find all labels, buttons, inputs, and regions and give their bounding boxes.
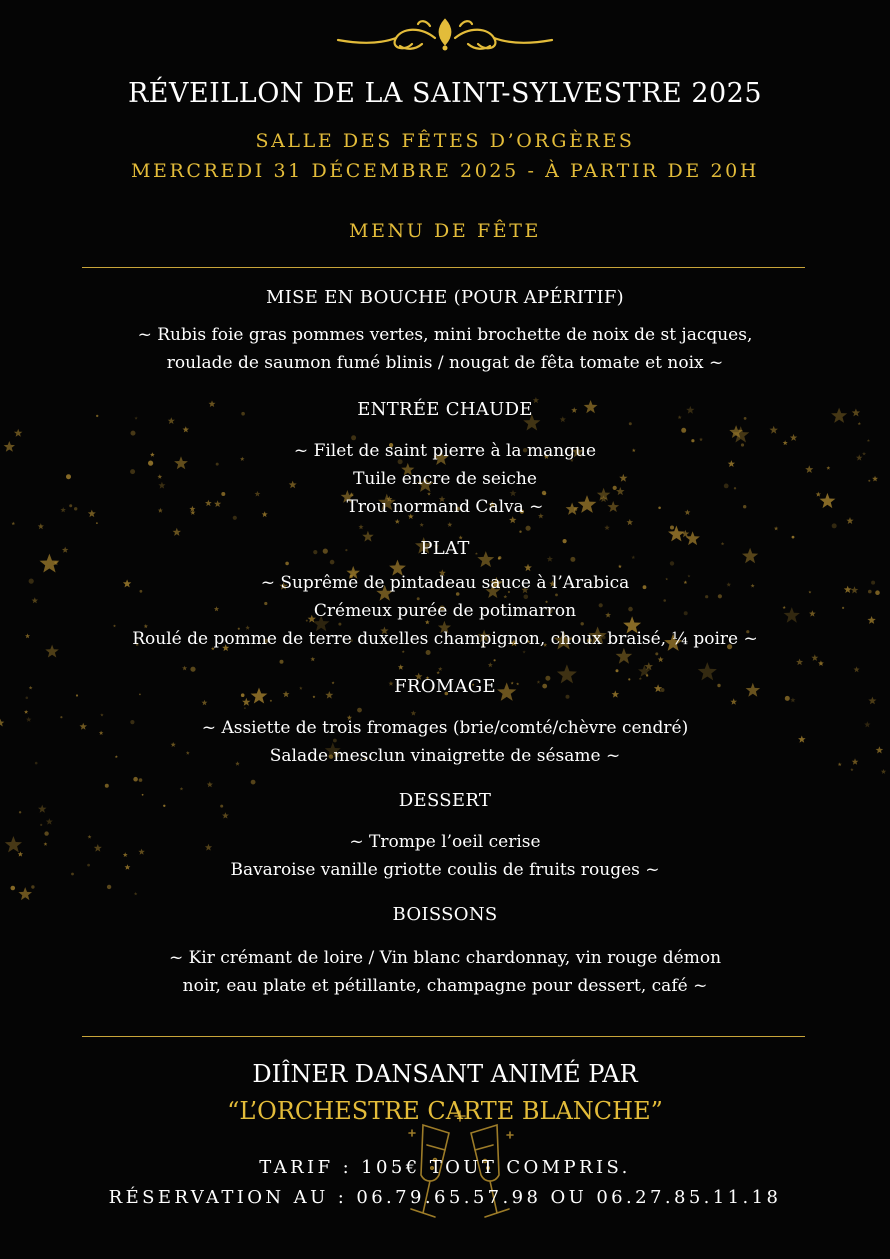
star-icon: [18, 887, 32, 900]
star-icon: [242, 698, 250, 706]
section-text-entree: [0, 437, 890, 521]
star-dot: [139, 778, 143, 782]
star-icon: [868, 697, 876, 705]
star-icon: [420, 523, 424, 527]
star-dot: [40, 824, 42, 826]
section-text-mise-en-bouche: [0, 321, 890, 377]
star-icon: [173, 528, 182, 536]
menu-line: Crémeux purée de potimarron: [313, 601, 577, 621]
star-dot: [285, 562, 289, 566]
menu-line: ~ Suprême de pintadeau sauce à l’Arabica: [260, 573, 630, 593]
section-title-dessert: DESSERT: [398, 790, 492, 811]
menu-line: Salade mesclun vinaigrette de sésame ~: [269, 746, 621, 766]
star-dot: [11, 886, 16, 891]
star-dot: [681, 428, 686, 433]
star-dot: [270, 700, 272, 702]
star-icon: [818, 660, 824, 666]
star-icon: [682, 530, 690, 537]
top-divider: [82, 267, 805, 268]
star-icon: [796, 659, 803, 666]
star-dot: [357, 708, 362, 713]
section-text-fromage: [0, 714, 890, 770]
star-icon: [12, 522, 16, 526]
section-text-plat: [0, 569, 890, 653]
star-dot: [96, 522, 98, 524]
star-icon: [222, 812, 229, 818]
star-dot: [244, 707, 246, 709]
section-title-plat: PLAT: [420, 538, 470, 559]
star-dot: [330, 560, 335, 565]
reservation-line: RÉSERVATION AU : 06.79.65.57.98 OU 06.27.85.11.18: [108, 1187, 782, 1208]
star-dot: [133, 777, 138, 782]
star-dot: [494, 659, 496, 661]
section-title-boissons: BOISSONS: [392, 904, 498, 925]
star-dot: [190, 667, 195, 672]
star-icon: [46, 818, 53, 825]
star-dot: [832, 523, 837, 528]
menu-line: ~ Kir crémant de loire / Vin blanc chardonnay, vin rouge démon: [168, 948, 722, 968]
star-icon: [202, 700, 208, 706]
star-dot: [31, 885, 34, 888]
section-title-fromage: FROMAGE: [394, 676, 496, 697]
star-icon: [183, 426, 190, 432]
star-dot: [526, 526, 531, 531]
section-title-entree: ENTRÉE CHAUDE: [357, 399, 533, 420]
star-icon: [207, 781, 213, 787]
star-dot: [519, 531, 521, 533]
star-dot: [670, 561, 674, 565]
star-icon: [790, 697, 795, 702]
menu-line: ~ Rubis foie gras pommes vertes, mini brochette de noix de st jacques,: [137, 325, 753, 345]
star-icon: [436, 671, 440, 674]
star-dot: [105, 784, 109, 788]
star-icon: [811, 654, 818, 661]
menu-line: Roulé de pomme de terre duxelles champignon, choux braisé, ¼ poire ~: [132, 629, 758, 649]
star-dot: [19, 811, 21, 813]
star-icon: [770, 426, 778, 434]
menu-line: roulade de saumon fumé blinis / nougat de fêta tomate et noix ~: [166, 353, 724, 373]
star-icon: [358, 524, 363, 529]
star-icon: [38, 523, 44, 529]
star-dot: [280, 660, 284, 664]
bottom-divider: [82, 1036, 805, 1037]
menu-line: ~ Assiette de trois fromages (brie/comté/chèvre cendré): [201, 718, 689, 738]
star-icon: [14, 429, 23, 437]
gold-flourish-ornament-icon: [330, 14, 560, 54]
star-icon: [438, 667, 443, 671]
venue-name: SALLE DES FÊTES D’ORGÈRES: [255, 130, 635, 152]
menu-line: ~ Filet de saint pierre à la mangue: [293, 441, 597, 461]
star-icon: [134, 892, 138, 895]
star-dot: [107, 885, 111, 889]
menu-label: MENU DE FÊTE: [349, 220, 541, 242]
menu-line: noir, eau plate et pétillante, champagne pour dessert, café ~: [182, 976, 708, 996]
star-icon: [398, 664, 404, 670]
star-icon: [447, 522, 452, 527]
star-icon: [854, 666, 860, 672]
dinner-dance-line: DIÎNER DANSANT ANIMÉ PAR: [252, 1060, 638, 1088]
star-dot: [616, 669, 619, 672]
star-icon: [488, 662, 493, 667]
menu-line: Trou normand Calva ~: [346, 497, 544, 517]
section-text-dessert: [0, 828, 890, 884]
star-dot: [629, 422, 632, 425]
price-line: TARIF : 105€ TOUT COMPRIS.: [259, 1157, 631, 1178]
star-dot: [131, 431, 136, 436]
star-icon: [730, 698, 737, 705]
menu-line: ~ Trompe l’oeil cerise: [349, 832, 541, 852]
section-text-boissons: [0, 944, 890, 1000]
star-icon: [658, 656, 664, 662]
star-icon: [182, 666, 187, 671]
menu-line: Tuile encre de seiche: [353, 469, 537, 489]
section-title-mise-en-bouche: MISE EN BOUCHE (POUR APÉRITIF): [265, 287, 625, 308]
star-icon: [774, 526, 778, 530]
orchestra-name: “L’ORCHESTRE CARTE BLANCHE”: [227, 1097, 663, 1125]
event-date-time: MERCREDI 31 DÉCEMBRE 2025 - À PARTIR DE 20H: [130, 160, 760, 182]
star-icon: [618, 565, 622, 569]
event-title: RÉVEILLON DE LA SAINT-SYLVESTRE 2025: [127, 78, 763, 109]
menu-line: Bavaroise vanille griotte coulis de fruits rouges ~: [230, 860, 660, 880]
star-icon: [858, 422, 861, 425]
star-dot: [251, 780, 256, 785]
star-icon: [604, 525, 610, 530]
star-dot: [670, 526, 674, 530]
star-icon: [310, 657, 315, 662]
